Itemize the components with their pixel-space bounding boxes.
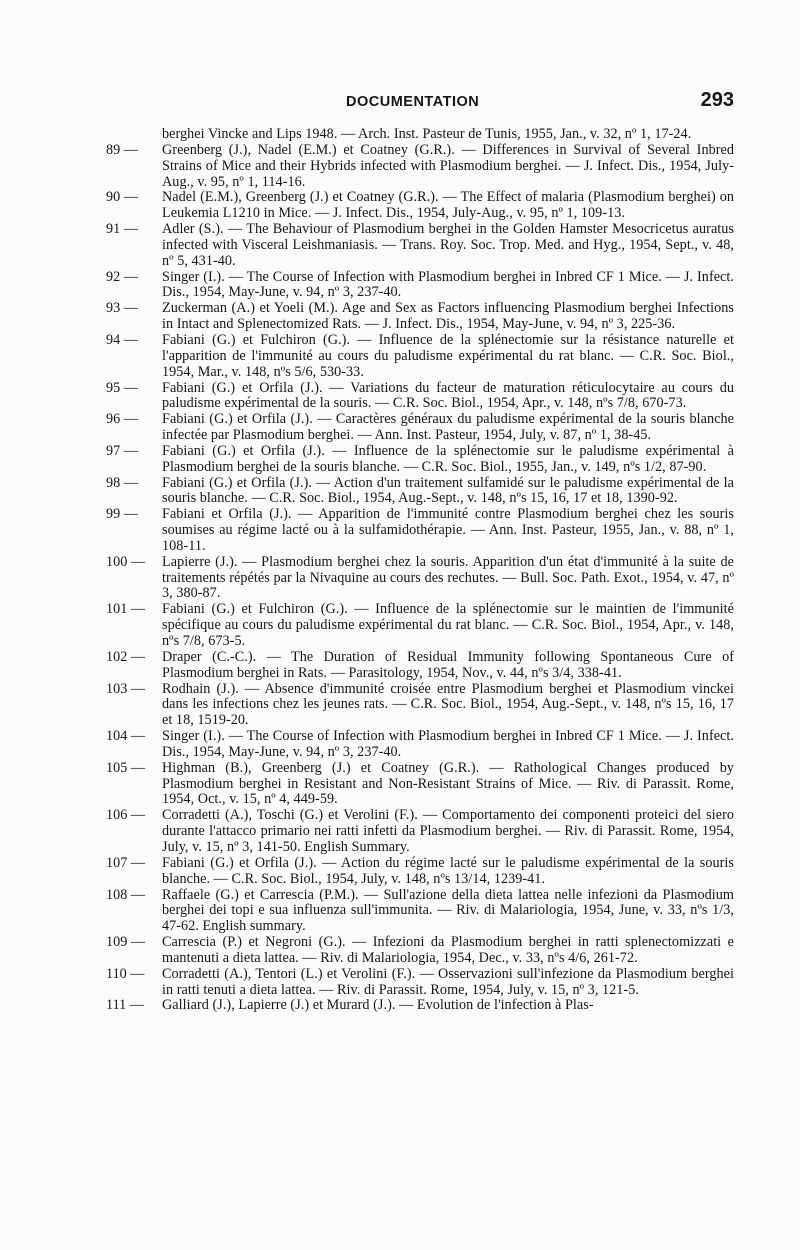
entry-number: 108 — (106, 886, 146, 903)
entry-text: Adler (S.). — The Behaviour of Plasmodium berghei in the Golden Hamster Mesocricetus auratus infected with Visceral Leishmaniasis. — Trans. Roy. Soc. Trop. Med. and Hyg., 1954, Sept., v. 48, nº 5, 431-40. (162, 221, 734, 269)
bibliography-entry (106, 270, 734, 302)
bibliography-entry (106, 476, 734, 508)
entry-number: 98 — (106, 474, 138, 491)
bibliography-entry (106, 222, 734, 270)
bibliography-entry (106, 127, 734, 143)
entry-number: 97 — (106, 442, 138, 459)
entry-number: 96 — (106, 411, 138, 428)
entry-number: 92 — (106, 268, 138, 285)
entry-text: Fabiani (G.) et Orfila (J.). — Action du régime lacté sur le paludisme expérimental de la souris blanche. — C.R. Soc. Biol., 1954, July, v. 148, nºs 13/14, 1239-41. (162, 854, 734, 887)
entry-number: 105 — (106, 759, 146, 776)
entry-text: Rodhain (J.). — Absence d'immunité croisée entre Plasmodium berghei et Plasmodium vinckei dans les infections chez les jeunes rats. — C.R. Soc. Biol., 1954, Aug.-Sept., v. 148, nºs 15, 16, 17 et 18, 1519-20. (162, 680, 734, 729)
bibliography-list (106, 127, 734, 1014)
entry-text: Fabiani (G.) et Fulchiron (G.). — Influence de la splénectomie sur la résistance naturelle et l'apparition de l'immunité au cours du paludisme expérimental du rat blanc. — C.R. Soc. Biol., 1954, Mar., v. 148, nºs 5/6, 530-33. (162, 331, 734, 380)
bibliography-entry (106, 444, 734, 476)
entry-number: 111 — (106, 997, 144, 1014)
entry-number: 93 — (106, 300, 138, 317)
bibliography-entry (106, 761, 734, 809)
entry-text: Fabiani (G.) et Fulchiron (G.). — Influence de la splénectomie sur le maintien de l'immunité spécifique au cours du paludisme expérimental du rat blanc. — C.R. Soc. Biol., 1954, Apr., v. 148, nºs 7/8, 673-5. (162, 601, 734, 649)
entry-number: 95 — (106, 379, 138, 396)
bibliography-entry (106, 190, 734, 222)
page-header (160, 89, 734, 116)
entry-text: Corradetti (A.), Toschi (G.) et Verolini (F.). — Comportamento dei componenti proteici del siero durante l'attacco primario nei ratti infetti da Plasmodium berghei. — Riv. di Parassit. Rome, 1954, July, v. 15, nº 3, 141-50. English Summary. (162, 807, 734, 855)
entry-number: 101 — (106, 601, 146, 618)
entry-number: 91 — (106, 221, 138, 238)
bibliography-entry (106, 333, 734, 381)
entry-text: Raffaele (G.) et Carrescia (P.M.). — Sull'azione della dieta lattea nelle infezioni da Plasmodium berghei dei topi e sua influenza sull'immunita. — Riv. di Malariologia, 1954, June, v. 33, nºs 1/3, 47-62. English summary. (162, 886, 734, 935)
bibliography-entry (106, 729, 734, 761)
entry-text: Singer (I.). — The Course of Infection with Plasmodium berghei in Inbred CF 1 Mice. — J. Infect. Dis., 1954, May-June, v. 94, nº 3, 237-40. (162, 268, 734, 301)
page-number: 293 (700, 89, 734, 111)
entry-text: berghei Vincke and Lips 1948. — Arch. Inst. Pasteur de Tunis, 1955, Jan., v. 32, nº 1, 17-24. (162, 126, 692, 142)
entry-text: Carrescia (P.) et Negroni (G.). — Infezioni da Plasmodium berghei in ratti splenectomizzati e mantenuti a dieta lattea. — Riv. di Malariologia, 1954, Dec., v. 33, nºs 4/6, 261-72. (162, 934, 734, 966)
entry-number: 103 — (106, 680, 146, 697)
entry-text: Draper (C.-C.). — The Duration of Residual Immunity following Spontaneous Cure of Plasmodium berghei in Rats. — Parasitology, 1954, Nov., v. 44, nºs 3/4, 338-41. (162, 648, 734, 681)
bibliography-entry (106, 808, 734, 856)
running-title: DOCUMENTATION (346, 94, 480, 110)
entry-text: Fabiani (G.) et Orfila (J.). — Variations du facteur de maturation réticulocytaire au cours du paludisme expérimental de la souris. — C.R. Soc. Biol., 1954, Apr., v. 148, nºs 7/8, 670-73. (162, 379, 734, 412)
bibliography-entry (106, 507, 734, 555)
bibliography-entry (106, 682, 734, 730)
entry-text: Highman (B.), Greenberg (J.) et Coatney (G.R.). — Rathological Changes produced by Plasmodium berghei in Resistant and Non-Resistant Strains of Mice. — Riv. di Parassit. Rome, 1954, Oct., v. 15, nº 4, 449-59. (162, 759, 734, 808)
entry-number: 109 — (106, 934, 146, 951)
bibliography-entry (106, 650, 734, 682)
bibliography-entry (106, 412, 734, 444)
entry-text: Singer (I.). — The Course of Infection with Plasmodium berghei in Inbred CF 1 Mice. — J. Infect. Dis., 1954, May-June, v. 94, nº 3, 237-40. (162, 728, 734, 760)
bibliography-entry (106, 856, 734, 888)
entry-number: 110 — (106, 965, 145, 982)
entry-number: 94 — (106, 331, 138, 348)
bibliography-entry (106, 998, 734, 1014)
bibliography-entry (106, 301, 734, 333)
entry-text: Greenberg (J.), Nadel (E.M.) et Coatney (G.R.). — Differences in Survival of Several Inbred Strains of Mice and their Hybrids infected with Plasmodium berghei. — J. Infect. Dis., 1954, July-Aug., v. 95, nº 1, 114-16. (162, 141, 734, 190)
bibliography-entry (106, 555, 734, 603)
bibliography-entry (106, 967, 734, 999)
entry-text: Fabiani (G.) et Orfila (J.). — Action d'un traitement sulfamidé sur le paludisme expérimental de la souris blanche. — C.R. Soc. Biol., 1954, Aug.-Sept., v. 148, nºs 15, 16, 17 et 18, 1390-92. (162, 474, 734, 507)
entry-text: Zuckerman (A.) et Yoeli (M.). Age and Sex as Factors influencing Plasmodium berghei Infections in Intact and Splenectomized Rats. — J. Infect. Dis., 1954, May-June, v. 94, nº 3, 225-36. (162, 300, 734, 333)
entry-text: Fabiani et Orfila (J.). — Apparition de l'immunité contre Plasmodium berghei chez les souris soumises au régime lacté ou à la sulfamidothérapie. — Ann. Inst. Pasteur, 1955, Jan., v. 88, nº 1, 108-11. (162, 506, 734, 554)
entry-text: Nadel (E.M.), Greenberg (J.) et Coatney (G.R.). — The Effect of malaria (Plasmodium berghei) on Leukemia L1210 in Mice. — J. Infect. Dis., 1954, July-Aug., v. 95, nº 1, 109-13. (162, 189, 734, 222)
bibliography-entry (106, 143, 734, 191)
entry-number: 100 — (106, 553, 146, 570)
bibliography-entry (106, 381, 734, 413)
bibliography-entry (106, 935, 734, 967)
bibliography-entry (106, 888, 734, 936)
entry-text: Fabiani (G.) et Orfila (J.). — Caractères généraux du paludisme expérimental de la souris blanche infectée par Plasmodium berghei. — Ann. Inst. Pasteur, 1954, July, v. 87, nº 1, 38-45. (162, 411, 734, 444)
entry-number: 99 — (106, 506, 138, 523)
entry-number: 90 — (106, 189, 138, 206)
entry-number: 107 — (106, 854, 146, 871)
entry-text: Galliard (J.), Lapierre (J.) et Murard (J.). — Evolution de l'infection à Plas- (162, 997, 594, 1014)
entry-number: 89 — (106, 141, 138, 158)
entry-text: Corradetti (A.), Tentori (L.) et Verolini (F.). — Osservazioni sull'infezione da Plasmodium berghei in ratti tenuti a dieta lattea. — Riv. di Parassit. Rome, 1954, July, v. 15, nº 3, 121-5. (162, 965, 734, 998)
entry-number: 104 — (106, 728, 146, 745)
entry-number: 102 — (106, 648, 146, 665)
entry-text: Lapierre (J.). — Plasmodium berghei chez la souris. Apparition d'un état d'immunité à la suite de traitements répétés par la Nivaquine au cours des rechutes. — Bull. Soc. Path. Exot., 1954, v. 47, nº 3, 380-87. (162, 553, 734, 602)
bibliography-entry (106, 602, 734, 650)
entry-text: Fabiani (G.) et Orfila (J.). — Influence de la splénectomie sur le paludisme expérimental à Plasmodium berghei de la souris blanche. — C.R. Soc. Biol., 1955, Jan., v. 149, nºs 1/2, 87-90. (162, 442, 734, 475)
entry-number: 106 — (106, 807, 146, 824)
